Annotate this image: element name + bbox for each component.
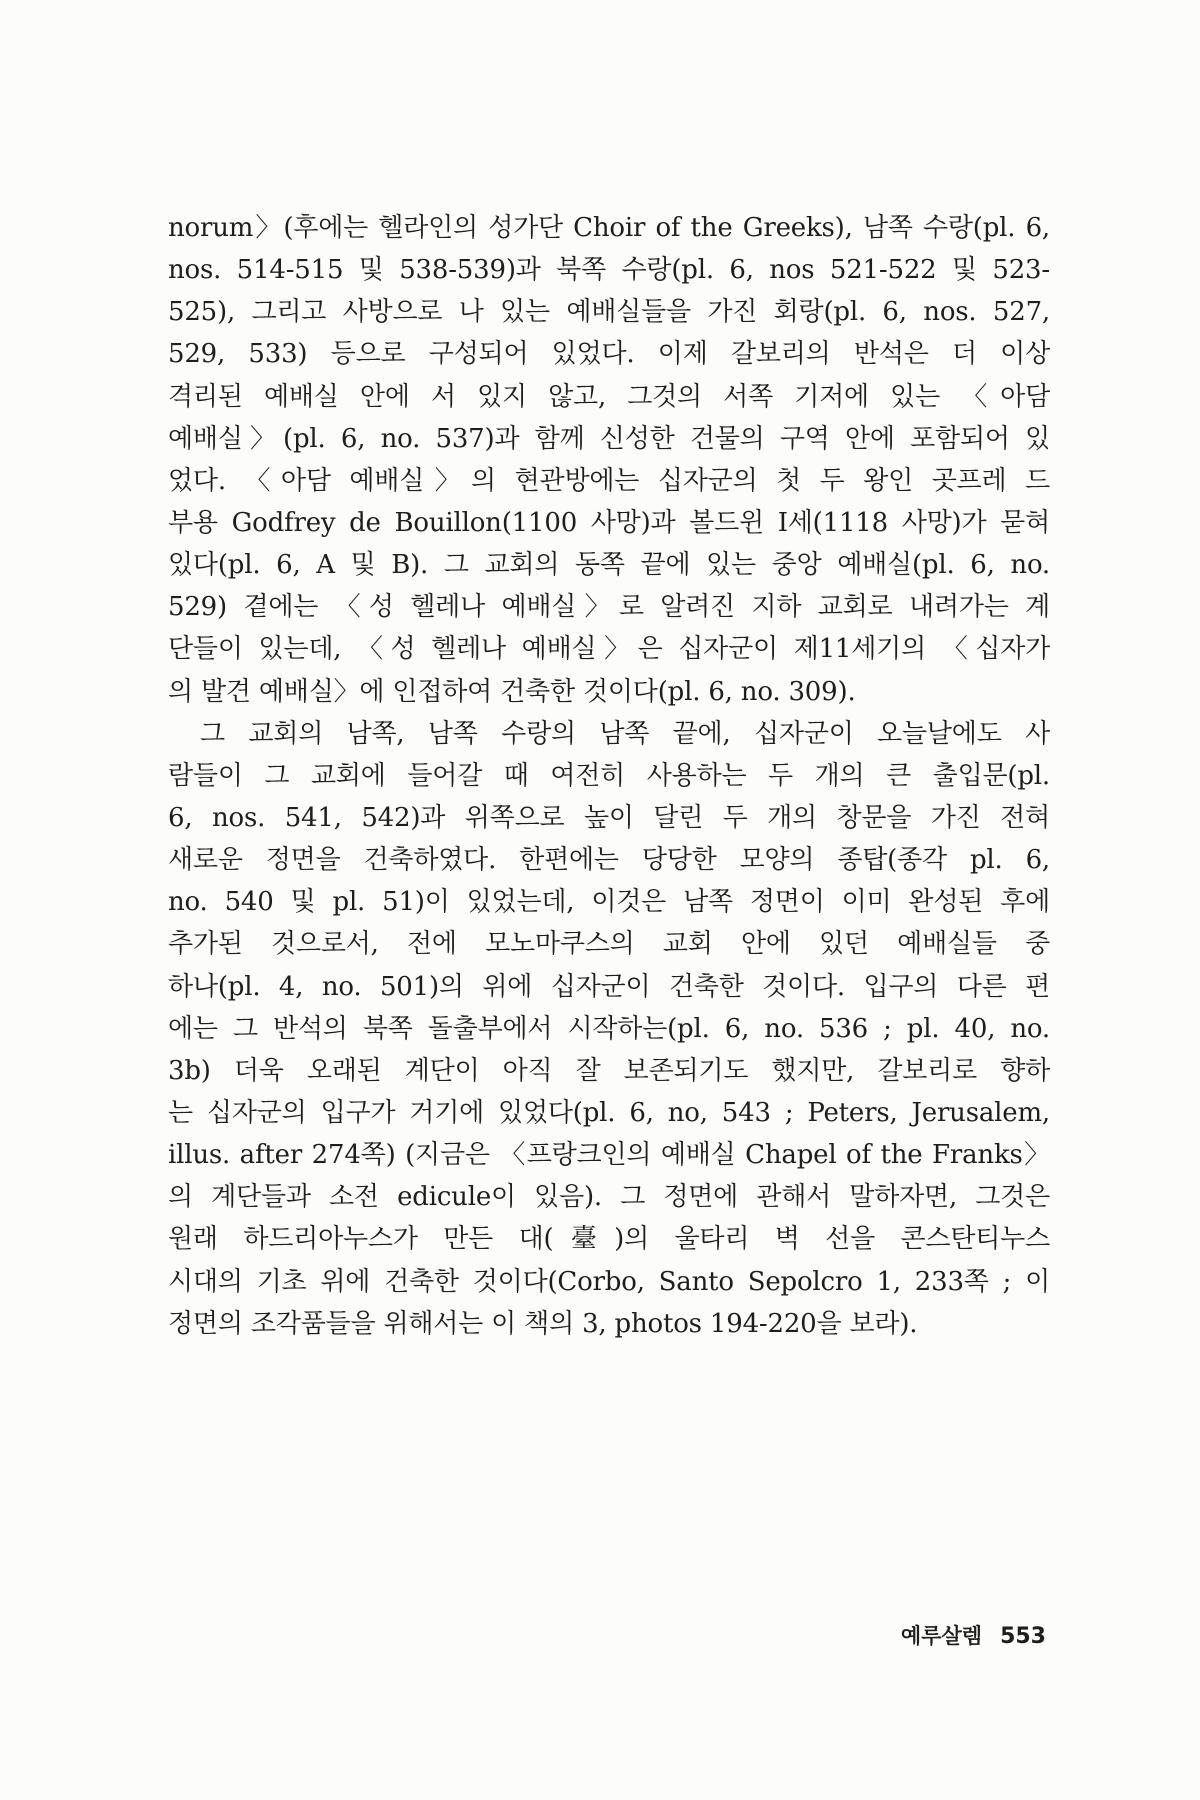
text-line: 새로운 정면을 건축하였다. 한편에는 당당한 모양의 종탑(종각 pl. 6, — [168, 845, 1050, 876]
body-text — [168, 207, 1050, 1345]
text-line: 예배실〉(pl. 6, no. 537)과 함께 신성한 건물의 구역 안에 포함되어 있 — [168, 423, 1050, 454]
text-line: 원래 하드리아누스가 만든 대(臺)의 울타리 벽 선을 콘스탄티누스 — [168, 1224, 1050, 1255]
text-line: 시대의 기초 위에 건축한 것이다(Corbo, Santo Sepolcro 1, 233쪽 ; 이 — [168, 1266, 1050, 1297]
page-number: 553 — [1000, 1624, 1046, 1649]
text-line: 6, nos. 541, 542)과 위쪽으로 높이 달린 두 개의 창문을 가진 전혀 — [168, 802, 1050, 833]
text-line: 격리된 예배실 안에 서 있지 않고, 그것의 서쪽 기저에 있는 〈아담 — [168, 381, 1050, 412]
text-line: 525), 그리고 사방으로 나 있는 예배실들을 가진 회랑(pl. 6, nos. 527, — [168, 297, 1050, 328]
text-line: 그 교회의 남쪽, 남쪽 수랑의 남쪽 끝에, 십자군이 오늘날에도 사 — [200, 718, 1050, 749]
text-line: 람들이 그 교회에 들어갈 때 여전히 사용하는 두 개의 큰 출입문(pl. — [168, 760, 1050, 791]
text-line: 하나(pl. 4, no. 501)의 위에 십자군이 건축한 것이다. 입구의 다른 편 — [168, 971, 1050, 1002]
text-line: 529) 곁에는 〈성 헬레나 예배실〉로 알려진 지하 교회로 내려가는 계 — [168, 592, 1050, 623]
text-line: nos. 514-515 및 538-539)과 북쪽 수랑(pl. 6, nos 521-522 및 523- — [168, 255, 1050, 286]
text-line: 의 계단들과 소전 edicule이 있음). 그 정면에 관해서 말하자면, 그것은 — [168, 1182, 1050, 1213]
text-line: 정면의 조각품들을 위해서는 이 책의 3, photos 194-220을 보라). — [168, 1308, 918, 1339]
text-line: 3b) 더욱 오래된 계단이 아직 잘 보존되기도 했지만, 갈보리로 향하 — [168, 1055, 1050, 1086]
running-head: 예루살렘 — [900, 1624, 983, 1648]
text-line: 의 발견 예배실〉에 인접하여 건축한 것이다(pl. 6, no. 309). — [168, 676, 856, 707]
text-line: norum〉(후에는 헬라인의 성가단 Choir of the Greeks), 남쪽 수랑(pl. 6, — [168, 213, 1050, 243]
text-line: illus. after 274쪽) (지금은 〈프랑크인의 예배실 Chapel of the Franks〉 — [168, 1140, 1050, 1171]
page-footer — [901, 1620, 1046, 1650]
text-line: 추가된 것으로서, 전에 모노마쿠스의 교회 안에 있던 예배실들 중 — [168, 929, 1050, 960]
text-line: 529, 533) 등으로 구성되어 있었다. 이제 갈보리의 반석은 더 이상 — [168, 339, 1050, 370]
text-line: 에는 그 반석의 북쪽 돌출부에서 시작하는(pl. 6, no. 536 ; pl. 40, no. — [168, 1013, 1050, 1044]
text-line: 었다. 〈아담 예배실〉의 현관방에는 십자군의 첫 두 왕인 곳프레 드 — [168, 465, 1050, 496]
text-line: 부용 Godfrey de Bouillon(1100 사망)과 볼드윈 I세(1118 사망)가 묻혀 — [168, 507, 1050, 538]
text-line: 단들이 있는데, 〈성 헬레나 예배실〉은 십자군이 제11세기의 〈십자가 — [168, 634, 1050, 665]
text-line: 는 십자군의 입구가 거기에 있었다(pl. 6, no, 543 ; Peters, Jerusalem, — [168, 1097, 1050, 1128]
text-line: 있다(pl. 6, A 및 B). 그 교회의 동쪽 끝에 있는 중앙 예배실(pl. 6, no. — [168, 550, 1050, 581]
text-line: no. 540 및 pl. 51)이 있었는데, 이것은 남쪽 정면이 이미 완성된 후에 — [168, 887, 1050, 918]
